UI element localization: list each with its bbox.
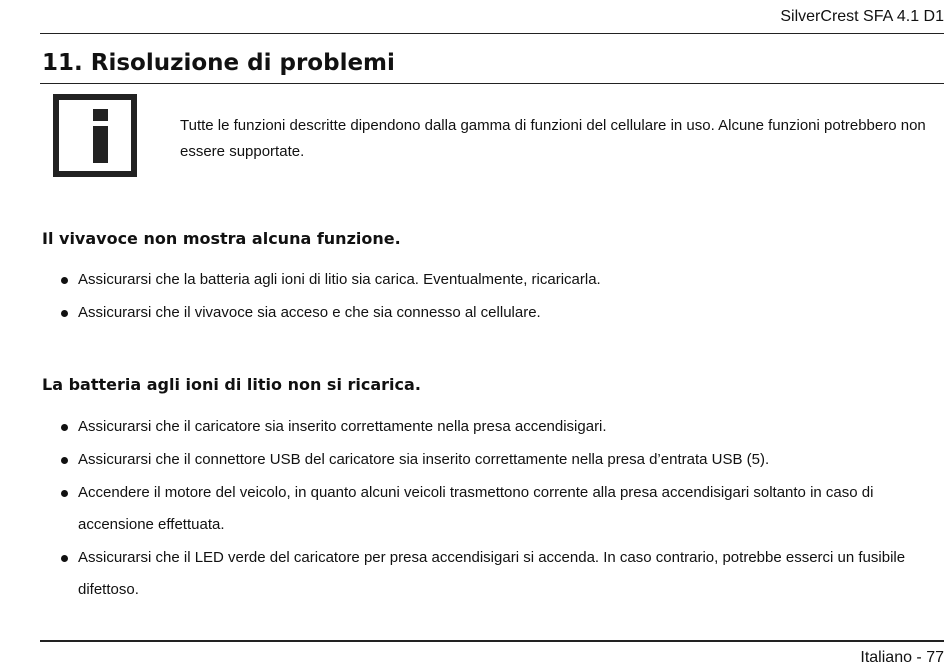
list-item: Assicurarsi che il caricatore sia inserito correttamente nella presa accendisigari. [60, 411, 944, 443]
section-heading-vivavoce: Il vivavoce non mostra alcuna funzione. [42, 229, 401, 248]
info-note: Tutte le funzioni descritte dipendono dalla gamma di funzioni del cellulare in uso. Alcune funzioni potrebbero non essere supportate. [180, 117, 926, 160]
list-item: Accendere il motore del veicolo, in quanto alcuni veicoli trasmettono corrente alla presa accendisigari soltanto in caso di accensione effettuata. [60, 477, 944, 541]
info-icon-dot [93, 109, 108, 121]
page-header-product: SilverCrest SFA 4.1 D1 [780, 8, 944, 25]
info-icon [53, 94, 137, 177]
bullet-list-vivavoce [60, 264, 944, 330]
page-title: 11. Risoluzione di problemi [42, 50, 395, 76]
list-item: Assicurarsi che la batteria agli ioni di litio sia carica. Eventualmente, ricaricarla. [60, 264, 944, 296]
header-divider [40, 33, 944, 34]
list-item: Assicurarsi che il LED verde del caricatore per presa accendisigari si accenda. In caso contrario, potrebbe esserci un fusibile difettoso. [60, 542, 944, 606]
section-heading-batteria: La batteria agli ioni di litio non si ricarica. [42, 375, 421, 394]
info-icon-stem [93, 126, 108, 163]
footer-divider [40, 640, 944, 642]
page-footer-label: Italiano - 77 [860, 649, 944, 666]
bullet-list-batteria [60, 411, 944, 607]
list-item: Assicurarsi che il connettore USB del caricatore sia inserito correttamente nella presa d’entrata USB (5). [60, 444, 944, 476]
list-item: Assicurarsi che il vivavoce sia acceso e che sia connesso al cellulare. [60, 297, 944, 329]
title-divider [40, 83, 944, 84]
